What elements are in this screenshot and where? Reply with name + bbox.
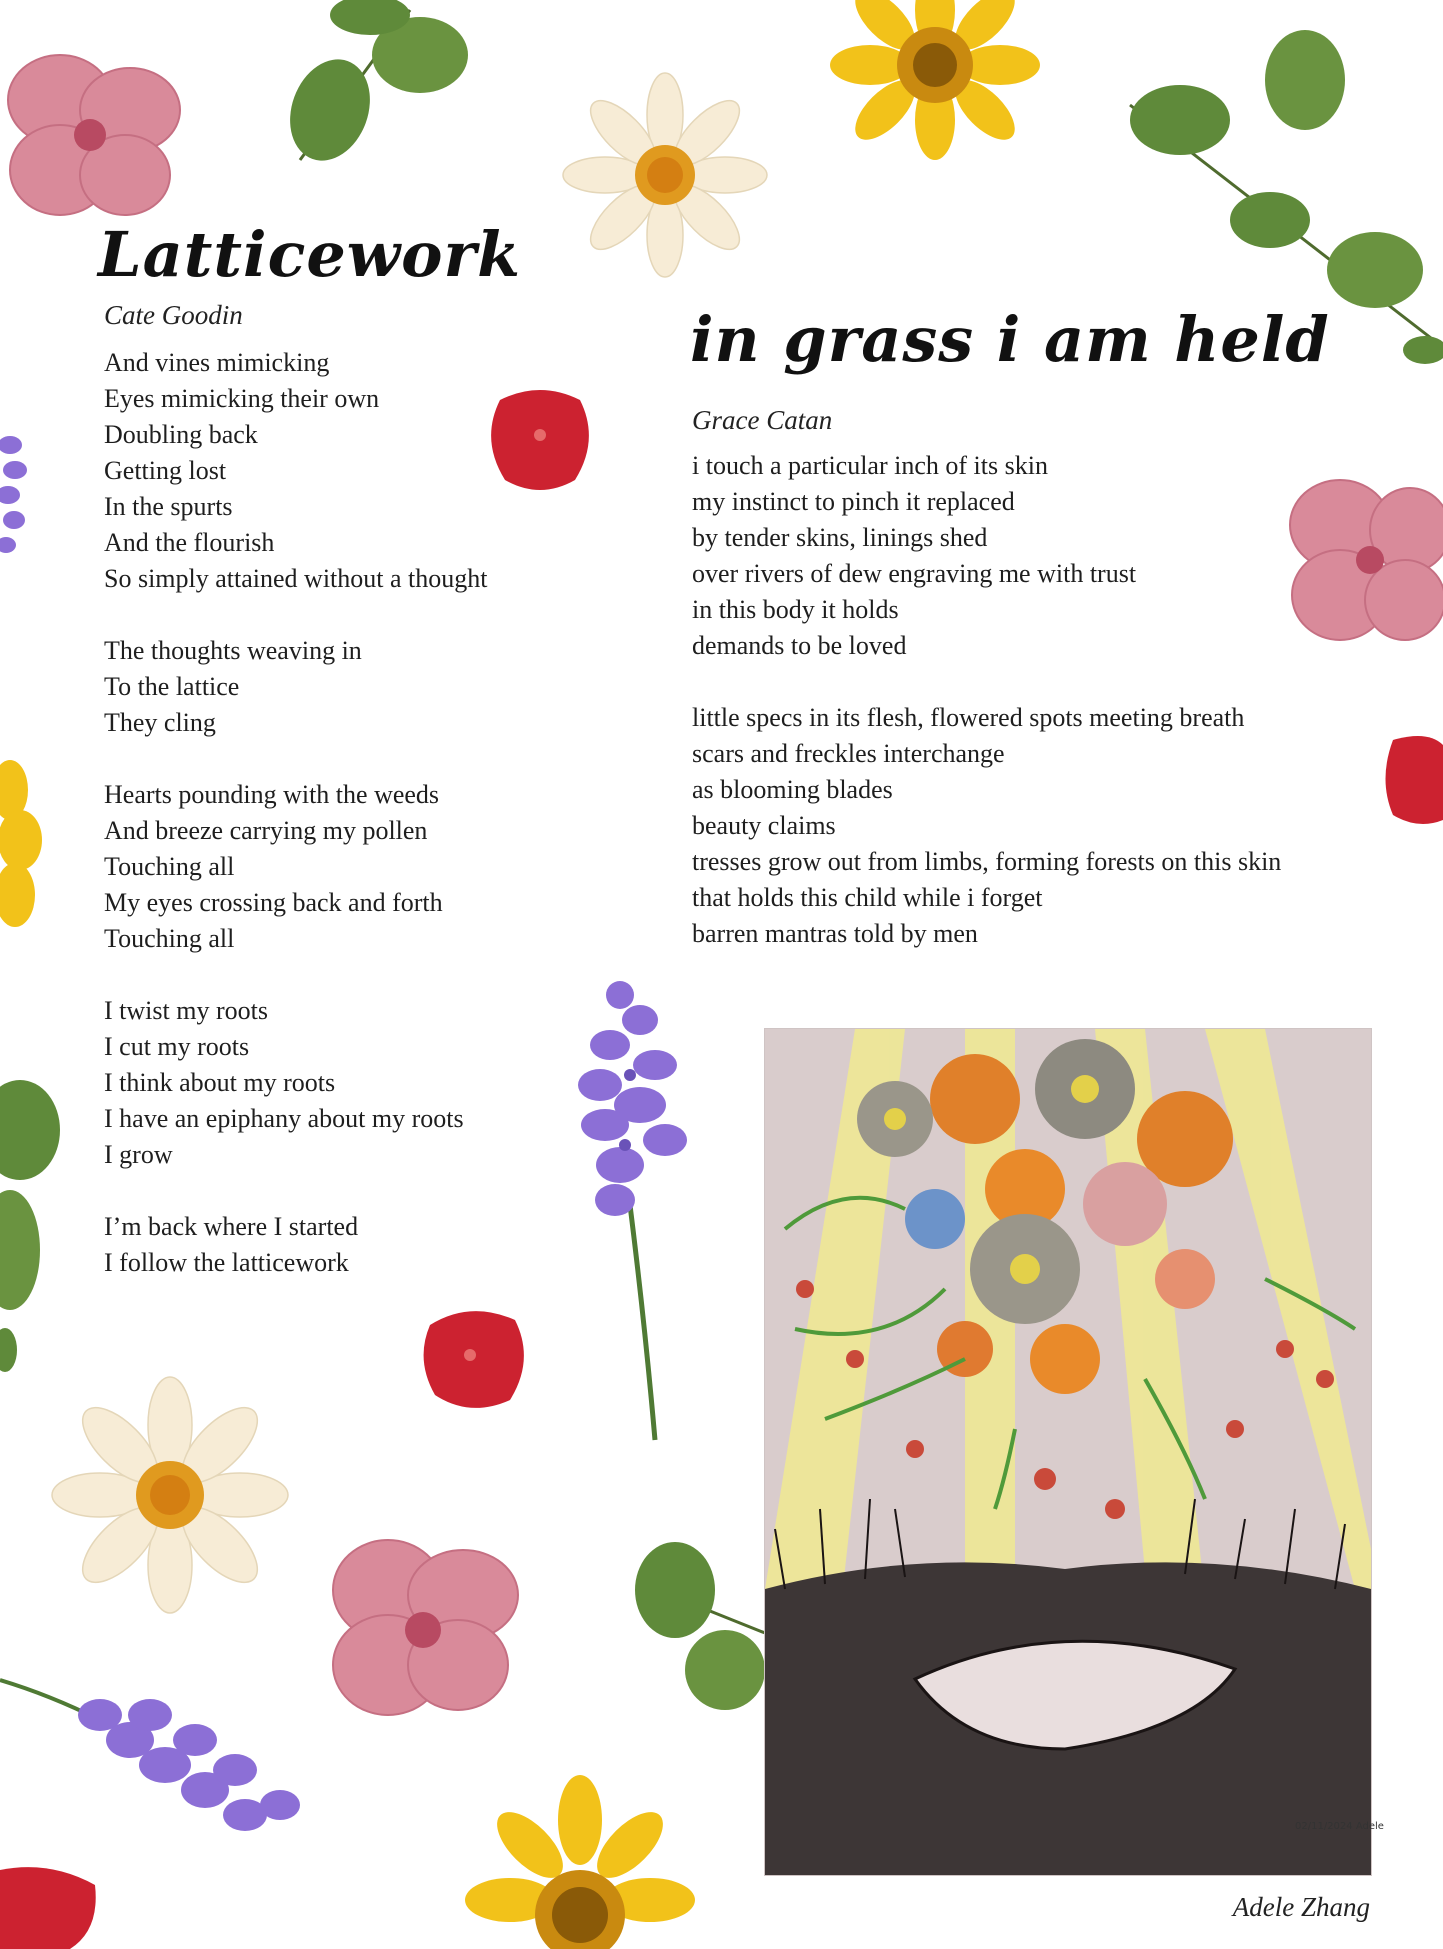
poem-author-cate-goodin: Cate Goodin xyxy=(104,300,243,330)
poem-line: in this body it holds xyxy=(692,595,899,624)
daisy-top-icon xyxy=(565,75,765,275)
poem-line: And the flourish xyxy=(104,528,275,557)
poem-line: Doubling back xyxy=(104,420,258,449)
poem-line: I cut my roots xyxy=(104,1032,250,1061)
poem-line: And vines mimicking xyxy=(104,348,330,377)
poem-line: Getting lost xyxy=(104,456,227,485)
poem-line: demands to be loved xyxy=(692,631,907,660)
poem-line: that holds this child while i forget xyxy=(692,883,1043,912)
leaf-left-icon xyxy=(0,1085,62,1375)
poem-author-grace-catan: Grace Catan xyxy=(692,405,833,435)
poem-line: I twist my roots xyxy=(104,996,268,1025)
poem-title-in-grass-i-am-held: in grass i am held xyxy=(690,303,1330,376)
leaves-top-icon xyxy=(280,0,500,170)
poem-line: Hearts pounding with the weeds xyxy=(104,780,440,809)
daisy-bottom-left-icon xyxy=(55,1380,285,1610)
red-petal-icon xyxy=(480,380,600,500)
poem-line: Eyes mimicking their own xyxy=(104,384,380,413)
poem-line: They cling xyxy=(104,708,216,737)
poem-stanza xyxy=(104,993,487,1173)
poem-line: barren mantras told by men xyxy=(692,919,978,948)
poem-line: To the lattice xyxy=(104,672,240,701)
poem-line: So simply attained without a thought xyxy=(104,564,488,593)
poem-title-latticework: Latticework xyxy=(98,218,522,291)
poem-line: I follow the latticework xyxy=(104,1248,349,1277)
poem-line: I grow xyxy=(104,1140,173,1169)
pink-flower-top-left-icon xyxy=(0,40,190,230)
poem-stanza xyxy=(692,448,1281,664)
poem-line: by tender skins, linings shed xyxy=(692,523,988,552)
pink-flower-right-icon xyxy=(1280,470,1443,650)
red-petal-right-icon xyxy=(1378,730,1443,830)
poem-line: i touch a particular inch of its skin xyxy=(692,451,1048,480)
poem-line: I’m back where I started xyxy=(104,1212,359,1241)
poem-line: And breeze carrying my pollen xyxy=(104,816,428,845)
poem-stanza xyxy=(692,700,1281,952)
poem-line: scars and freckles interchange xyxy=(692,739,1005,768)
poem-line: my instinct to pinch it replaced xyxy=(692,487,1015,516)
leaves-bottom-middle-icon xyxy=(630,1535,770,1715)
red-petal-bottom-left-icon xyxy=(0,1860,100,1949)
sunflower-bottom-icon xyxy=(470,1790,690,1949)
poem-line: over rivers of dew engraving me with trust xyxy=(692,559,1137,588)
poem-line: little specs in its flesh, flowered spots meeting breath xyxy=(692,703,1245,732)
poem-body-in-grass-i-am-held xyxy=(692,448,1281,952)
poem-line: The thoughts weaving in xyxy=(104,636,362,665)
poem-body-latticework xyxy=(104,345,487,1281)
lavender-left-icon xyxy=(0,430,30,570)
poem-line: Touching all xyxy=(104,924,235,953)
poem-line: My eyes crossing back and forth xyxy=(104,888,443,917)
poem-stanza xyxy=(104,1209,487,1281)
artwork-illustration xyxy=(764,1028,1384,1876)
artist-name: Adele Zhang xyxy=(1232,1892,1370,1922)
lavender-bottom-left-icon xyxy=(0,1670,310,1850)
poem-line: In the spurts xyxy=(104,492,233,521)
poem-line: as blooming blades xyxy=(692,775,893,804)
poem-stanza xyxy=(104,633,487,741)
poem-line: I have an epiphany about my roots xyxy=(104,1104,464,1133)
sunflower-top-icon xyxy=(840,0,1030,150)
sunflower-left-icon xyxy=(0,770,45,940)
poem-stanza xyxy=(104,345,487,597)
artwork-signature: 02/11/2024 Adele xyxy=(1295,1821,1384,1832)
poem-line: I think about my roots xyxy=(104,1068,336,1097)
red-petal-middle-icon xyxy=(415,1300,535,1415)
poem-stanza xyxy=(104,777,487,957)
lavender-stem-icon xyxy=(560,975,720,1445)
artwork-drawing xyxy=(765,1029,1384,1875)
poem-line: beauty claims xyxy=(692,811,836,840)
poem-line: Touching all xyxy=(104,852,235,881)
pink-flower-bottom-icon xyxy=(318,1525,528,1725)
poem-line: tresses grow out from limbs, forming forests on this skin xyxy=(692,847,1282,876)
